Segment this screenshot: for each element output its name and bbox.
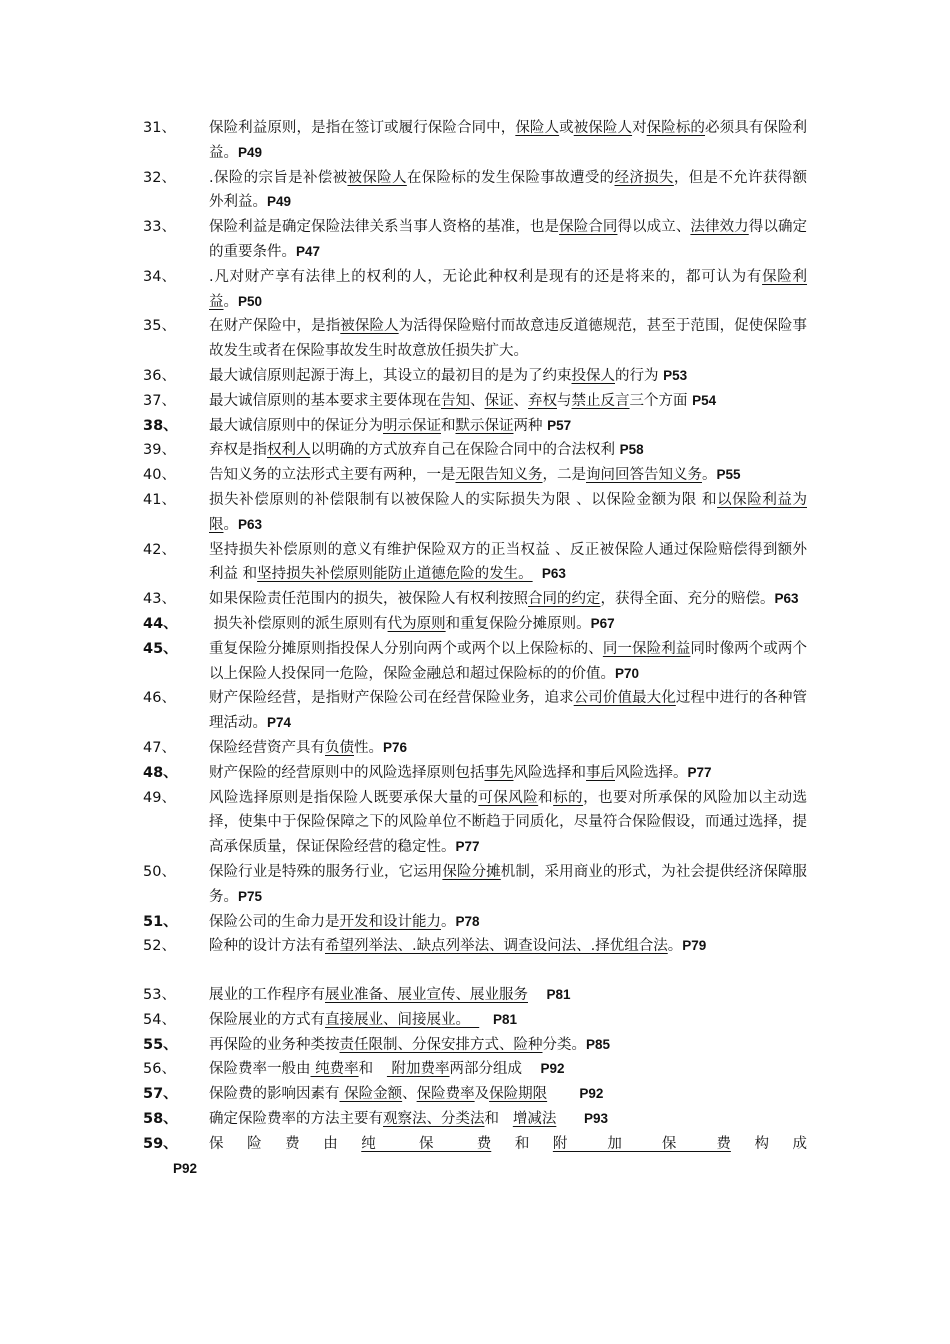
underlined-answer: 责任限制、分保安排方式、险种 (339, 1036, 543, 1053)
list-item (143, 116, 807, 166)
text-segment: 和 (514, 1135, 530, 1152)
list-item (143, 314, 807, 364)
underlined-answer: 保险标的 (646, 120, 706, 136)
item-number: 31、 (143, 120, 176, 136)
item-text (209, 1033, 807, 1058)
underlined-answer: 以保险利益为限 (209, 491, 808, 533)
underlined-answer: 权利人 (267, 442, 311, 459)
underlined-answer: 附加费率 (386, 1061, 450, 1078)
page-reference: P67 (590, 615, 615, 631)
page-reference: P70 (615, 665, 640, 681)
page-reference: P75 (238, 888, 263, 904)
item-number: 53、 (143, 987, 176, 1004)
list-item (143, 1132, 807, 1157)
text-segment: ，也要对所承保的风险加以主动选择，使集中于保险保障之下的风险单位不断趋于同质化，尽量符合保险假设，而通过选择，提高承保质量，保证保险经营的稳定性。 (209, 789, 808, 856)
text-segment: 保险公司的生命力是 (209, 913, 340, 930)
item-number: 35、 (143, 318, 176, 335)
page-reference: P78 (455, 913, 480, 929)
underlined-answer: 被保险人 (340, 318, 399, 335)
text-segment: 再保险的业务种类按 (209, 1036, 340, 1053)
text-segment: 最大诚信原则中的保证分为 (209, 417, 383, 434)
item-text (209, 389, 807, 414)
list-item (143, 761, 807, 786)
item-number: 46、 (143, 690, 176, 707)
list-item (143, 910, 807, 935)
item-text (209, 761, 807, 786)
text-segment: 为活得保险赔付而故意违反道德规范，甚至于范围，促使保险事故发生或者在保险事故发生时故意放任损失扩大。 (209, 318, 808, 360)
text-segment: 弃权是指 (209, 442, 267, 459)
item-text (209, 860, 807, 910)
underlined-answer: 弃权 (528, 392, 557, 409)
item-text (209, 265, 807, 315)
list-item (143, 860, 807, 910)
item-text (209, 364, 807, 389)
page-reference: P49 (267, 194, 292, 210)
list-item (143, 1082, 807, 1107)
text-segment: 保险经营资产具有 (209, 739, 325, 756)
item-text (209, 637, 807, 687)
list-item (143, 364, 807, 389)
text-segment: 财产保险经营，是指财产保险公司在经营保险业务，追求 (209, 690, 574, 707)
item-text (209, 488, 807, 538)
item-number: 37、 (143, 392, 176, 409)
page-reference: P47 (296, 243, 321, 259)
item-text (209, 686, 807, 736)
text-segment: 以明确的方式放弃自己在保险合同中的合法权利 (310, 442, 620, 459)
text-segment: 损失补偿原则的补偿限制有以被保险人的实际损失为限 、以保险金额为限 和 (209, 491, 718, 508)
item-text (209, 538, 807, 588)
underlined-answer: 被保险人 (347, 169, 407, 186)
text-segment: 或 (559, 120, 574, 136)
text-segment: 保险费率一般由 (209, 1061, 311, 1078)
underlined-answer: 保险合同 (559, 219, 618, 236)
underlined-answer: 告知 (441, 392, 470, 409)
item-number: 50、 (143, 863, 176, 880)
text-segment: ，获得全面、充分的赔偿。 (600, 591, 775, 608)
underlined-answer: 展业准备、展业宣传、展业服务 (325, 987, 528, 1004)
item-text (209, 612, 807, 637)
item-number: 42、 (143, 541, 176, 558)
underlined-answer: 增减法 (512, 1111, 557, 1128)
text-segment (528, 987, 546, 1003)
item-number: 47、 (143, 739, 176, 756)
list-item (143, 686, 807, 736)
underlined-answer: 观察法、分类法 (383, 1111, 485, 1128)
text-segment: 得以确定的重要条件。 (209, 219, 808, 260)
underlined-answer: 希望列举法、.缺点列举法、调查设问法、.择优组合法 (325, 938, 668, 955)
page-reference: P74 (267, 715, 292, 731)
item-number: 56、 (143, 1061, 176, 1078)
list-item (143, 488, 807, 538)
underlined-answer: 保险利益 (209, 268, 808, 310)
list-item (143, 612, 807, 637)
text-segment: 风险选择和 (513, 764, 586, 781)
underlined-answer: 无限告知义务 (455, 467, 543, 484)
text-segment: ，但是不允许获得额外利益。 (209, 169, 808, 211)
underlined-answer: 保险期限 (489, 1086, 548, 1103)
text-segment: 两部分组成 (449, 1061, 541, 1078)
item-number: 39、 (143, 442, 176, 459)
page-reference: P81 (546, 987, 571, 1003)
underlined-answer: 保险人 (515, 120, 560, 136)
text-segment: 、 (470, 392, 485, 409)
item-text (209, 116, 807, 166)
underlined-answer: 负债 (325, 739, 354, 756)
item-text (209, 314, 807, 364)
underlined-answer: 同一保险利益 (602, 640, 691, 657)
page-reference: P63 (774, 591, 799, 607)
list-item (143, 1008, 807, 1033)
item-number: 36、 (143, 367, 176, 384)
list-item (143, 215, 807, 265)
page-reference: P77 (687, 764, 712, 780)
text-segment: 保险利益原则，是指在签订或履行保险合同中， (209, 120, 516, 136)
text-segment: 保险费的影响因素有 (209, 1086, 340, 1103)
list-item (143, 983, 807, 1008)
text-segment: 同时像两个或两个以上保险人投保同一危险，保险金融总和超过保险标的的价值。 (209, 640, 808, 682)
text-segment (479, 1012, 493, 1028)
item-text (209, 414, 807, 439)
item-text (209, 736, 807, 761)
page-reference: P93 (583, 1111, 609, 1127)
item-number: 45、 (143, 640, 178, 657)
underlined-answer: 被保险人 (573, 120, 633, 136)
item-number: 34、 (143, 268, 176, 285)
list-item (143, 1033, 807, 1058)
list-item (143, 463, 807, 488)
text-segment: 如果保险责任范围内的损失，被保险人有权利按照 (209, 591, 528, 608)
underlined-answer: 询问回答告知义务 (586, 467, 702, 484)
page-reference: P92 (579, 1086, 604, 1102)
text-segment (547, 1086, 579, 1102)
underlined-answer: 事后 (586, 764, 615, 781)
text-segment: 险 (247, 1135, 262, 1152)
spread-line (209, 1132, 807, 1157)
item-text (209, 1132, 807, 1157)
text-segment: 损失补偿原则的派生原则有 (209, 615, 388, 632)
item-number: 51、 (143, 913, 178, 930)
underlined-answer: 事先 (484, 764, 514, 781)
text-segment: 重复保险分摊原则指投保人分别向两个或两个以上保险标的、 (209, 640, 603, 657)
page-reference: P49 (238, 144, 263, 160)
text-segment: 保险行业是特殊的服务行业，它运用 (209, 863, 443, 880)
underlined-answer: 经济损失 (614, 169, 674, 186)
page-reference: P77 (455, 839, 480, 855)
text-segment: 风险选择原则是指保险人既要承保大量的 (209, 789, 479, 806)
list-item (143, 736, 807, 761)
text-segment (533, 566, 542, 582)
item-text (209, 587, 807, 612)
text-segment: 最大诚信原则的基本要求主要体现在 (209, 392, 441, 409)
text-segment: 险种的设计方法有 (209, 938, 325, 955)
page-reference: P63 (238, 516, 263, 532)
underlined-answer: 公司价值最大化 (573, 690, 676, 707)
item-number: 57、 (143, 1086, 178, 1103)
item-number: 55、 (143, 1036, 178, 1053)
text-segment: 的行为 (615, 367, 664, 384)
text-segment: 在财产保险中，是指 (209, 318, 341, 335)
text-segment: 展业的工作程序有 (209, 987, 325, 1004)
item-number: 52、 (143, 938, 176, 955)
text-segment: 及 (474, 1086, 490, 1103)
page-reference: P58 (619, 442, 644, 458)
underlined-answer: 保险金额 (339, 1086, 403, 1103)
document-body (143, 116, 807, 1181)
text-segment: 和 (484, 1111, 513, 1128)
list-item (143, 414, 807, 439)
item-text (209, 786, 807, 860)
page-reference: P92 (173, 1160, 198, 1176)
underlined-answer: 合同的约定 (528, 591, 601, 608)
page-reference: P57 (547, 417, 572, 433)
text-segment: 。 (441, 913, 456, 930)
text-segment: 三个方面 (629, 392, 693, 409)
item-text (209, 215, 807, 265)
text-segment: 保险利益是确定保险法律关系当事人资格的基准，也是 (209, 219, 560, 236)
page-reference: P55 (716, 467, 741, 483)
text-segment: 费 (285, 1135, 300, 1152)
text-segment: 由 (323, 1135, 338, 1152)
underlined-answer: 标的 (553, 789, 584, 806)
text-segment: 。 (223, 293, 238, 310)
underlined-answer: 代为原则 (387, 615, 446, 632)
text-segment: .凡对财产享有法律上的权利的人，无论此种权利是现有的还是将来的，都可认为有 (209, 268, 763, 285)
text-segment: 和 (441, 417, 456, 434)
text-segment: 坚持损失补偿原则的意义有维护保险双方的正当权益 、反正被保险人通过保险赔偿得到额外利益 和 (209, 541, 807, 583)
list-item (143, 786, 807, 860)
page-reference: P92 (540, 1061, 565, 1077)
text-segment: 构 (754, 1135, 769, 1152)
item-text (209, 1008, 807, 1033)
underlined-answer: 保险分摊 (442, 863, 501, 880)
text-segment: 得以成立、 (617, 219, 691, 236)
item-number: 41、 (143, 491, 176, 508)
page-reference: P53 (663, 367, 688, 383)
underlined-answer: 纯保费 (361, 1135, 492, 1152)
spacer (143, 959, 807, 983)
text-segment: 和重复保险分摊原则。 (445, 615, 591, 632)
underlined-answer: 开发和设计能力 (339, 913, 441, 930)
text-segment: 机制，采用商业的形式，为社会提供经济保障服务。 (209, 863, 808, 905)
text-segment: 必须具有保险利益。 (209, 120, 808, 161)
underlined-answer: 可保风险 (478, 789, 539, 806)
list-item-continuation (143, 1157, 807, 1182)
item-number: 54、 (143, 1011, 176, 1028)
list-item (143, 1107, 807, 1132)
underlined-answer: 禁止反言 (571, 392, 630, 409)
underlined-answer: 保险费率 (416, 1086, 475, 1103)
item-number: 32、 (143, 169, 176, 186)
text-segment: 过程中进行的各种管理活动。 (209, 690, 808, 732)
list-item (143, 587, 807, 612)
item-number: 43、 (143, 591, 176, 608)
item-number: 59、 (143, 1135, 178, 1152)
page-reference: P54 (692, 392, 717, 408)
text-segment: 两种 (513, 417, 548, 434)
item-number: 44、 (143, 615, 178, 632)
item-text (209, 983, 807, 1008)
item-text (209, 166, 807, 216)
item-text (209, 1107, 807, 1132)
text-segment: 和 (358, 1061, 387, 1078)
list-item (143, 934, 807, 959)
text-segment: 。 (667, 938, 683, 955)
text-segment: 风险选择。 (615, 764, 688, 781)
item-number: 48、 (143, 764, 178, 781)
underlined-answer: 默示保证 (455, 417, 514, 434)
text-segment: 、 (513, 392, 528, 409)
item-number: 33、 (143, 219, 176, 236)
text-segment: 对 (632, 120, 647, 136)
text-segment: 与 (557, 392, 572, 409)
text-segment: 和 (538, 789, 554, 806)
underlined-answer: 明示保证 (383, 417, 441, 434)
underlined-answer: 投保人 (571, 367, 615, 384)
list-item (143, 438, 807, 463)
text-segment: 财产保险的经营原则中的风险选择原则包括 (209, 764, 485, 781)
underlined-answer: 坚持损失补偿原则能防止道德危险的发生。 (257, 566, 533, 583)
text-segment: 。 (702, 467, 717, 484)
text-segment: 保险展业的方式有 (209, 1011, 325, 1028)
item-number: 38、 (143, 417, 178, 434)
text-segment: 最大诚信原则起源于海上，其设立的最初目的是为了约束 (209, 367, 572, 384)
underlined-answer: 附加保费 (552, 1135, 731, 1152)
item-text (209, 1057, 807, 1082)
page-reference: P63 (541, 566, 566, 582)
item-text (209, 438, 807, 463)
text-segment: 在保险标的发生保险事故遭受的 (406, 169, 615, 186)
text-segment: 告知义务的立法形式主要有两种，一是 (209, 467, 456, 484)
page-reference: P76 (383, 739, 408, 755)
text-segment: 。 (223, 516, 238, 533)
item-text (209, 1082, 807, 1107)
text-segment: ，二是 (542, 467, 586, 484)
text-segment: 确定保险费率的方法主要有 (209, 1111, 383, 1128)
text-segment (556, 1111, 584, 1127)
list-item (143, 637, 807, 687)
page-reference: P79 (682, 938, 707, 954)
text-segment: 成 (792, 1135, 807, 1152)
underlined-answer: 纯费率 (310, 1061, 359, 1078)
item-number: 49、 (143, 789, 176, 806)
item-number: 58、 (143, 1111, 178, 1128)
text-segment: 、 (402, 1086, 417, 1103)
underlined-answer: 保证 (484, 392, 514, 409)
item-text (209, 910, 807, 935)
text-segment: 分类。 (542, 1036, 586, 1053)
item-text (209, 934, 807, 959)
text-segment: 性。 (354, 739, 383, 756)
list-item (143, 265, 807, 315)
page-reference: P85 (586, 1036, 611, 1052)
underlined-answer: 法律效力 (690, 219, 749, 236)
text-segment: 保 (209, 1135, 224, 1152)
text-segment: .保险的宗旨是补偿被 (209, 169, 348, 186)
item-number: 40、 (143, 467, 176, 484)
item-text (209, 463, 807, 488)
list-item (143, 389, 807, 414)
underlined-answer: 直接展业、间接展业。 (325, 1011, 480, 1028)
page-reference: P81 (493, 1011, 518, 1027)
list-item (143, 166, 807, 216)
list-item (143, 538, 807, 588)
list-item (143, 1057, 807, 1082)
page-reference: P50 (238, 293, 263, 309)
